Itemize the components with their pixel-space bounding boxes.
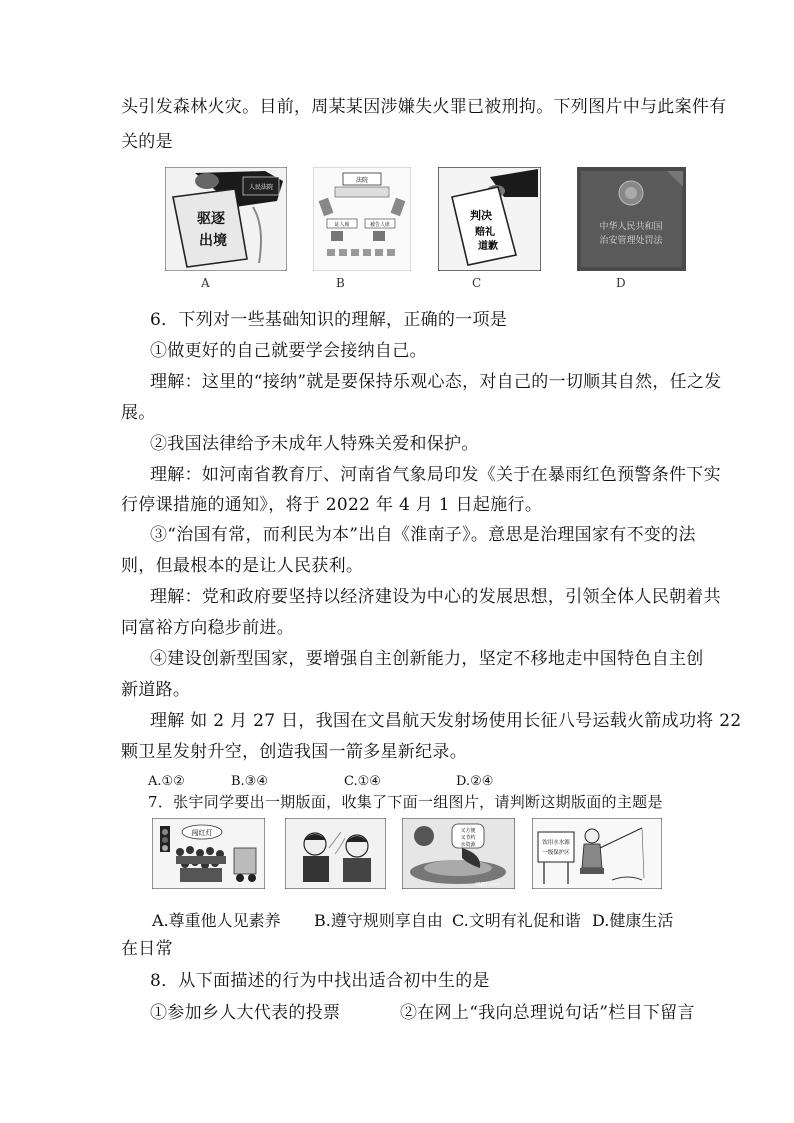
q6-note-2-cont: 行停课措施的通知》，将于 2022 年 4 月 1 日起施行。: [121, 495, 543, 515]
q6-item-2: ②我国法律给予未成年人特殊关爱和保护。: [150, 434, 479, 454]
q8-stem: 8．从下面描述的行为中找出适合初中生的是: [150, 971, 490, 991]
q7-option-a[interactable]: A.尊重他人见素养: [152, 911, 281, 930]
svg-text:饮用水水源: 饮用水水源: [542, 840, 570, 846]
svg-text:判决: 判决: [470, 209, 492, 222]
q5-text-line2: 关的是: [121, 132, 173, 152]
q7-option-d-cont: 在日常: [121, 939, 173, 959]
svg-text:又方便: 又方便: [460, 828, 476, 834]
q6-note-3: 理解：党和政府要坚持以经济建设为中心的发展思想，引领全体人民朝着共: [150, 587, 721, 607]
svg-text:又节约: 又节约: [460, 835, 476, 841]
image-d-law-book: [577, 167, 686, 271]
svg-text:闯红灯: 闯红灯: [191, 829, 213, 837]
caption-c: C: [472, 276, 482, 290]
image-c-judgment: [438, 167, 541, 271]
caption-a: A: [201, 276, 210, 290]
court-sign-text: 人民法院: [248, 184, 274, 191]
q6-item-1: ①做更好的自己就要学会接纳自己。: [150, 341, 427, 361]
svg-text:YNET.com: YNET.com: [475, 882, 500, 888]
q6-note-4: 理解 如 2 月 27 日，我国在文昌航天发射场使用长征八号运载火箭成功将 22: [150, 711, 742, 731]
q7-option-b[interactable]: B.遵守规则享自由: [314, 911, 443, 930]
svg-text:治安管理处罚法: 治安管理处罚法: [599, 236, 663, 246]
q6-item-4-cont: 新道路。: [121, 680, 191, 700]
image-7-1-crowd: [152, 818, 265, 889]
image-7-2-smoking: [285, 818, 386, 889]
svg-text:水资源: 水资源: [460, 842, 476, 848]
q6-note-1: 理解：这里的“接纳”就是要保持乐观心态，对自己的一切顺其自然，任之发: [150, 372, 722, 392]
image-7-4-fishing: [532, 818, 662, 889]
q7-option-d[interactable]: D.健康生活: [592, 911, 674, 930]
q7-option-c[interactable]: C.文明有礼促和谐: [452, 911, 581, 930]
q7-stem: 7．张宇同学要出一期版面，收集了下面一组图片，请判断这期版面的主题是: [148, 793, 663, 811]
svg-text:一级保护区: 一级保护区: [542, 850, 570, 856]
image-7-3-water: [402, 818, 515, 889]
q6-option-c[interactable]: C.①④: [344, 774, 381, 789]
q6-option-a[interactable]: A.①②: [148, 774, 185, 789]
q6-item-3: ③“治国有常，而利民为本”出自《淮南子》。意思是治理国家有不变的法: [150, 525, 696, 545]
svg-text:出境: 出境: [199, 233, 227, 249]
q6-note-3-cont: 同富裕方向稳步前进。: [121, 618, 294, 638]
svg-text:被告人席: 被告人席: [369, 222, 391, 228]
q5-text-line1: 头引发森林火灾。目前，周某某因涉嫌失火罪已被刑拘。下列图片中与此案件有: [121, 97, 727, 117]
svg-text:证人席: 证人席: [334, 222, 350, 228]
svg-text:道歉: 道歉: [478, 241, 498, 252]
q6-stem: 6．下列对一些基础知识的理解，正确的一项是: [150, 310, 508, 330]
q6-option-b[interactable]: B.③④: [231, 774, 268, 789]
q6-option-d[interactable]: D.②④: [456, 774, 494, 789]
q8-option-2[interactable]: ②在网上“我向总理说句话”栏目下留言: [400, 1003, 695, 1023]
q6-item-4: ④建设创新型国家，要增强自主创新能力，坚定不移地走中国特色自主创: [150, 649, 704, 669]
q6-item-3-cont: 则，但最根本的是让人民获利。: [121, 556, 364, 576]
q6-note-2: 理解：如河南省教育厅、河南省气象局印发《关于在暴雨红色预警条件下实: [150, 465, 721, 485]
svg-text:中华人民共和国: 中华人民共和国: [599, 222, 663, 232]
svg-text:法院: 法院: [355, 177, 369, 184]
q6-note-1-cont: 展。: [121, 403, 156, 423]
q6-note-4-cont: 颗卫星发射升空，创造我国一箭多星新纪录。: [121, 742, 467, 762]
caption-b: B: [336, 276, 345, 290]
svg-text:驱逐: 驱逐: [197, 211, 225, 227]
q8-option-1[interactable]: ①参加乡人大代表的投票: [150, 1003, 341, 1023]
svg-text:赔礼: 赔礼: [475, 227, 495, 238]
image-a-deportation: [165, 167, 287, 271]
caption-d: D: [616, 276, 626, 290]
image-b-courtroom: [313, 167, 411, 271]
